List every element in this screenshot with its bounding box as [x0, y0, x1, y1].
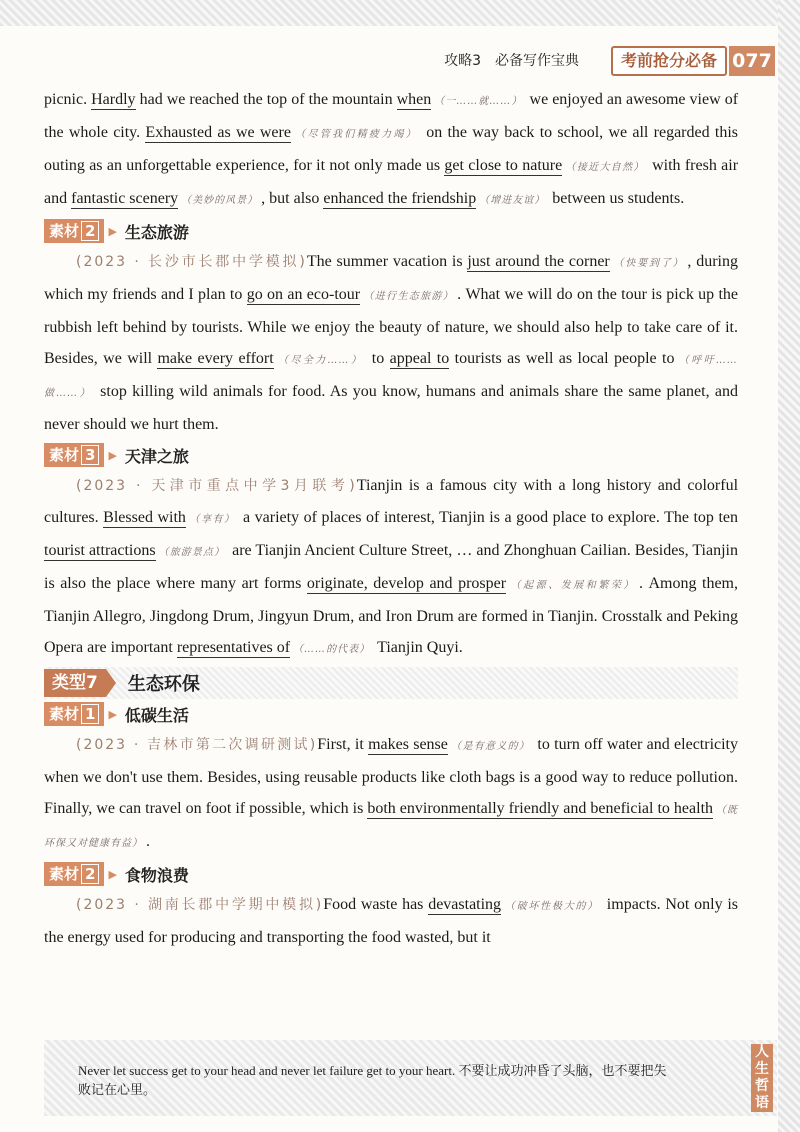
source-citation: (2023 · 吉林市第二次调研测试)	[76, 737, 318, 753]
material-heading	[44, 859, 738, 889]
gloss-annotation: （……的代表）	[293, 644, 371, 655]
material-heading	[44, 440, 738, 470]
gloss-annotation: （美妙的风景）	[181, 195, 259, 206]
triangle-icon: ▶	[108, 867, 117, 881]
type-arrow-icon	[106, 669, 116, 697]
source-citation: (2023 · 天津市重点中学3月联考)	[76, 478, 357, 494]
gloss-annotation: （呼吁……做……）	[44, 355, 739, 399]
side-label: 人生哲语	[751, 1044, 773, 1112]
gloss-annotation: （尽全力……）	[276, 355, 364, 366]
type-heading	[44, 667, 738, 699]
material-heading	[44, 216, 738, 246]
material-heading	[44, 699, 738, 729]
source-citation: (2023 · 长沙市长郡中学模拟)	[76, 254, 307, 270]
quote-english: Never let success get to your head and never let failure get to your heart.	[78, 1063, 456, 1078]
right-decorative-strip	[778, 0, 800, 1132]
source-citation: (2023 · 湖南长郡中学期中模拟)	[76, 897, 324, 913]
triangle-icon: ▶	[108, 448, 117, 462]
material-label: 素材 3	[44, 443, 104, 467]
footer-quote-box	[44, 1040, 777, 1116]
gloss-annotation: （快要到了）	[612, 258, 685, 269]
gloss-annotation: （破坏性极大的）	[504, 901, 600, 912]
top-decorative-strip	[0, 0, 800, 26]
gloss-annotation: （一……就……）	[434, 96, 523, 107]
gloss-annotation: （旅游景点）	[158, 547, 226, 558]
section-guide: 攻略3 必备写作宝典	[444, 53, 579, 69]
header-badge: 考前抢分必备	[611, 46, 727, 76]
triangle-icon: ▶	[108, 707, 117, 721]
material-label: 素材 1	[44, 702, 104, 726]
gloss-annotation: （尽管我们精疲力竭）	[293, 129, 418, 140]
type-title: 生态环保	[127, 674, 200, 695]
triangle-icon: ▶	[108, 224, 117, 238]
quote-chinese: 不要让成功冲昏了头脑，也不要把失败记在心里。	[78, 1064, 667, 1098]
material-title: 天津之旅	[124, 446, 189, 466]
material-paragraph: (2023 · 长沙市长郡中学模拟)The summer vacation is just around the corner （快要到了） , during which my friends and I plan to go on an eco-tour （进行生态旅游） . What we will do on the tour is pick up the rubbish left behind by tourists. While we enjoy the beauty of nature, we should also help to take care of it. Besides, we will make every effort （尽全力……） to appeal to tourists as well as local people to （呼吁……做……） stop killing wild animals for food. As you know, humans and animals share the same planet, and never should we hurt them.	[44, 253, 739, 433]
material-paragraph: (2023 · 天津市重点中学3月联考)Tianjin is a famous city with a long history and colorful cultures. Blessed with （享有） a variety of places of interest, Tianjin is a good place to explore. The top ten tourist attractions （旅游景点） are Tianjin Ancient Culture Street, … and Zhonghuan Cailian. Besides, Tianjin is also the place where many art forms originate, develop and prosper （起源、发展和繁荣） . Among them, Tianjin Allegro, Jingdong Drum, Jingyun Drum, and Iron Drum are formed in Tianjin. Crosstalk and Peking Opera are important representatives of （……的代表） Tianjin Quyi.	[44, 477, 739, 656]
page-content	[44, 84, 738, 953]
life-quote	[78, 1062, 678, 1100]
material-title: 低碳生活	[124, 705, 189, 725]
type-label: 类型7	[44, 669, 106, 697]
material-title: 生态旅游	[124, 222, 189, 242]
gloss-annotation: （增进友谊）	[479, 195, 546, 206]
material-paragraph: (2023 · 吉林市第二次调研测试)First, it makes sense （是有意义的） to turn off water and electricity when we don't use them. Besides, using reusable products like cloth bags is a good way to reduce pollution. Finally, we can travel on foot if possible, which is both environmentally friendly and beneficial to health （既环保又对健康有益） .	[44, 736, 739, 850]
material-title: 食物浪费	[124, 865, 189, 885]
material-label: 素材 2	[44, 862, 104, 886]
gloss-annotation: （享有）	[188, 514, 236, 525]
material-label: 素材 2	[44, 219, 104, 243]
gloss-annotation: （接近大自然）	[565, 162, 645, 173]
material-paragraph: (2023 · 湖南长郡中学期中模拟)Food waste has devastating （破坏性极大的） impacts. Not only is the energy used for producing and transporting the food wasted, but it	[44, 896, 739, 946]
gloss-annotation: （既环保又对健康有益）	[44, 805, 739, 849]
gloss-annotation: （进行生态旅游）	[363, 291, 455, 302]
gloss-annotation: （是有意义的）	[450, 741, 531, 752]
gloss-annotation: （起源、发展和繁荣）	[509, 580, 636, 591]
page-header	[0, 44, 775, 76]
paragraph-continued: picnic. Hardly had we reached the top of the mountain when （一……就……） we enjoyed an awesome view of the whole city. Exhausted as we were （尽管我们精疲力竭） on the way back to school, we all regarded this outing as an unforgettable experience, for it not only made us get close to nature （接近大自然） with fresh air and fantastic scenery （美妙的风景） , but also enhanced the friendship （增进友谊） between us students.	[44, 91, 739, 207]
page-number: 077	[729, 46, 775, 76]
